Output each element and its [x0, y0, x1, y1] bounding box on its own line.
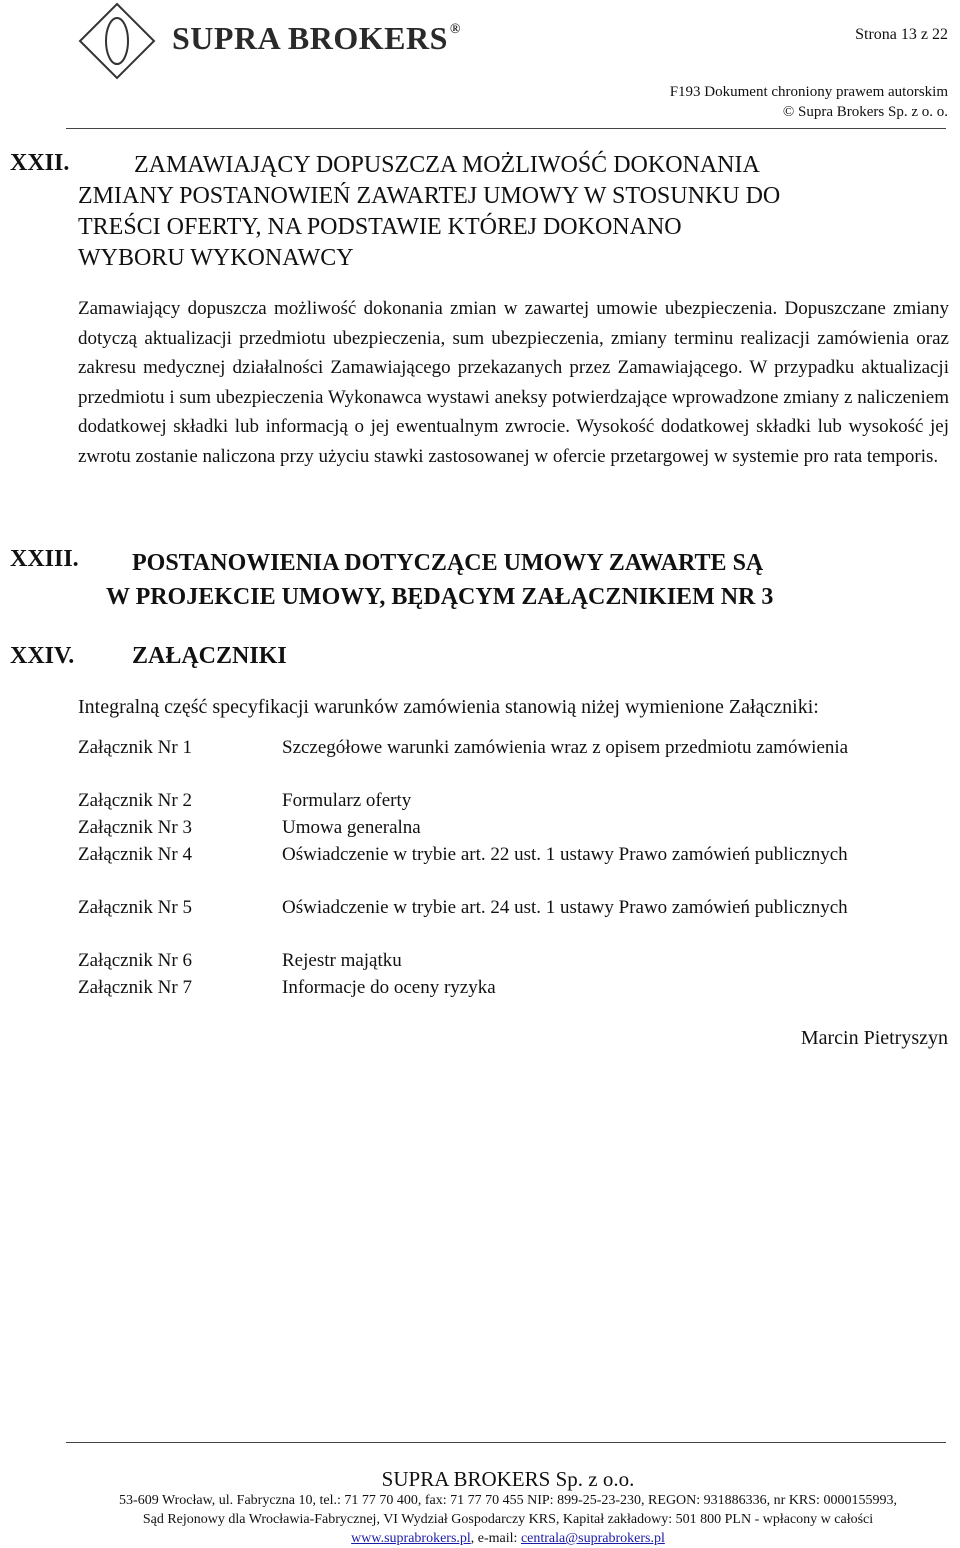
- header-divider: [66, 128, 946, 129]
- section-23-title-line: POSTANOWIENIA DOTYCZĄCE UMOWY ZAWARTE SĄ: [132, 550, 764, 576]
- brand-name: SUPRA BROKERS ®: [172, 20, 461, 56]
- attachment-label: Załącznik Nr 5: [78, 897, 192, 918]
- section-23-title: [106, 546, 773, 614]
- attachments-intro: Integralną część specyfikacji warunków zamówienia stanowią niżej wymienione Załączniki:: [78, 696, 819, 718]
- copyright-notice: F193 Dokument chroniony prawem autorskim: [669, 84, 948, 100]
- footer-company-name: SUPRA BROKERS Sp. z o.o.: [381, 1467, 635, 1491]
- attachment-label: Załącznik Nr 2: [78, 790, 192, 811]
- section-22-title-line: ZAMAWIAJĄCY DOPUSZCZA MOŻLIWOŚĆ DOKONANIA: [134, 152, 760, 178]
- section-24-number: XXIV.: [10, 643, 75, 669]
- section-24-title: ZAŁĄCZNIKI: [132, 643, 287, 669]
- registered-mark: ®: [449, 22, 461, 37]
- footer-address: 53-609 Wrocław, ul. Fabryczna 10, tel.: 71 77 70 400, fax: 71 77 70 455 NIP: 899-25-23-230, REGON: 931886336, nr KRS: 0000155993,: [119, 1493, 897, 1508]
- section-22-paragraph: Zamawiający dopuszcza możliwość dokonania zmian w zawartej umowie ubezpieczenia. Dopuszczane zmiany dotyczą aktualizacji przedmiotu ubezpieczenia, sum ubezpieczenia, zmiany terminu realizacji zamówienia oraz zakresu medycznej działalności Zamawiającego przekazanych przez Zamawiającego. W przypadku aktualizacji przedmiotu i sum ubezpieczenia Wykonawca wystawi aneksy potwierdzające wprowadzone zmiany z naliczeniem dodatkowej składki lub informacją o jej ewentualnym zwrocie. Wysokość dodatkowej składki lub wysokość jej zwrotu zostanie naliczona przy użyciu stawki zastosowanej w ofercie przetargowej w systemie pro rata temporis.: [78, 298, 949, 467]
- attachment-label: Załącznik Nr 6: [78, 950, 192, 971]
- attachment-row: [78, 815, 948, 842]
- attachment-row: [78, 895, 948, 948]
- attachment-row: [78, 975, 948, 1002]
- section-22-title-line: TREŚCI OFERTY, NA PODSTAWIE KTÓREJ DOKONANO: [78, 214, 682, 240]
- section-22-title-line: ZMIANY POSTANOWIEŃ ZAWARTEJ UMOWY W STOSUNKU DO: [78, 183, 781, 209]
- copyright-owner: © Supra Brokers Sp. z o. o.: [782, 104, 948, 120]
- attachment-description: Oświadczenie w trybie art. 24 ust. 1 ustawy Prawo zamówień publicznych: [282, 897, 848, 918]
- footer-registry: Sąd Rejonowy dla Wrocławia-Fabrycznej, VI Wydział Gospodarczy KRS, Kapitał zakładowy: 501 800 PLN - wpłacony w całości: [142, 1512, 874, 1527]
- supra-brokers-logo: [78, 2, 156, 80]
- document-note: [670, 82, 948, 122]
- section-23-title-line: W PROJEKCIE UMOWY, BĘDĄCYM ZAŁĄCZNIKIEM NR 3: [106, 584, 774, 610]
- attachment-description: Rejestr majątku: [282, 950, 402, 971]
- attachment-row: [78, 842, 948, 895]
- section-23-number: XXIII.: [10, 546, 79, 572]
- email-prefix: , e-mail:: [470, 1531, 521, 1546]
- signature: Marcin Pietryszyn: [800, 1027, 948, 1049]
- attachment-label: Załącznik Nr 3: [78, 817, 192, 838]
- attachment-description: Informacje do oceny ryzyka: [282, 977, 496, 998]
- section-22-title: [78, 150, 958, 274]
- footer-contact: [0, 1531, 960, 1547]
- website-link[interactable]: www.suprabrokers.pl: [351, 1531, 471, 1546]
- attachment-description: Oświadczenie w trybie art. 22 ust. 1 ustawy Prawo zamówień publicznych: [282, 844, 848, 865]
- section-22-number: XXII.: [10, 150, 70, 176]
- attachment-description: Formularz oferty: [282, 790, 412, 811]
- attachment-row: [78, 948, 948, 975]
- attachment-label: Załącznik Nr 7: [78, 977, 192, 998]
- attachment-description: Szczegółowe warunki zamówienia wraz z opisem przedmiotu zamówienia: [282, 737, 849, 758]
- attachment-row: [78, 788, 948, 815]
- attachment-row: [78, 735, 948, 788]
- attachment-description: Umowa generalna: [282, 817, 421, 838]
- footer-divider: [66, 1442, 946, 1443]
- attachment-label: Załącznik Nr 4: [78, 844, 192, 865]
- section-22-title-line: WYBORU WYKONAWCY: [78, 245, 354, 271]
- attachment-label: Załącznik Nr 1: [78, 737, 192, 758]
- page-number: Strona 13 z 22: [855, 26, 948, 43]
- email-link[interactable]: centrala@suprabrokers.pl: [520, 1531, 665, 1546]
